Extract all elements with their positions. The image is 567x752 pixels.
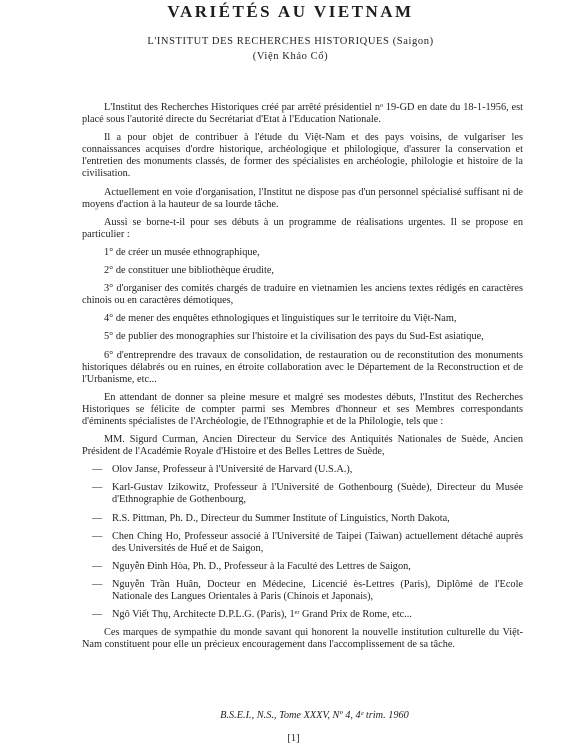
- dash-marker: —: [92, 482, 103, 494]
- member-entry: [82, 464, 523, 476]
- program-item: 5° de publier des monographies sur l'histoire et la civilisation des pays du Sud-Est asiatique,: [104, 331, 484, 343]
- dash-marker: —: [92, 578, 103, 590]
- program-item: 3° d'organiser des comités chargés de traduire en vietnamien les anciens textes rédigés en caractères chinois ou en caractères démotiques,: [82, 283, 523, 307]
- program-item: 6° d'entreprendre des travaux de consolidation, de restauration ou de reconstitution des monuments historiques délabrés ou en ruines, en étroite collaboration avec le Département de la Reconstruction et de l'Urbanisme, etc...: [82, 349, 523, 385]
- paragraph: L'Institut des Recherches Historiques créé par arrêté présidentiel nᵒ 19-GD en date du 18-1-1956, est placé sous l'autorité directe du Secrétariat d'Etat à l'Education Nationale.: [82, 102, 523, 126]
- dash-marker: —: [92, 464, 103, 476]
- member-entry: [82, 513, 523, 525]
- dash-marker: —: [92, 512, 103, 524]
- member-text: Nguyễn Đình Hòa, Ph. D., Professeur à la Faculté des Lettres de Saigon,: [112, 560, 411, 572]
- first-member: MM. Sigurd Curman, Ancien Directeur du Service des Antiquités Nationales de Suède, Ancien Président de l'Académie Royale d'Histoire et des Belles Lettres de Suède,: [82, 434, 523, 458]
- member-entry: [82, 561, 523, 573]
- document-page: [0, 2, 567, 752]
- member-entry: [82, 531, 523, 555]
- paragraph: Aussi se borne-t-il pour ses débuts à un programme de réalisations urgentes. Il se propose en particulier :: [82, 216, 523, 240]
- vietnamese-name: (Viện Khảo Cổ): [252, 51, 329, 62]
- closing-paragraph: Ces marques de sympathie du monde savant qui honorent la nouvelle institution culturelle du Việt-Nam constituent pour elle un précieux encouragement dans l'accomplissement de sa tâche.: [82, 627, 523, 651]
- member-text: R.S. Pittman, Ph. D., Directeur du Summer Institute of Linguistics, North Dakota,: [112, 512, 450, 524]
- bulletin-reference: B.S.E.I., N.S., Tome XXXV, Nº 4, 4ᵉ trim. 1960: [220, 710, 409, 721]
- dash-marker: —: [92, 530, 103, 542]
- program-item: 2° de constituer une bibliothèque érudite,: [104, 265, 274, 277]
- article-body: [82, 102, 523, 651]
- member-entry: [82, 609, 523, 621]
- paragraph: Actuellement en voie d'organisation, l'Institut ne dispose pas d'un personnel spécialisé suffisant ni de moyens d'action à la hauteur de sa lourde tâche.: [82, 186, 523, 210]
- page-number: [1]: [287, 733, 300, 744]
- program-item: 4° de mener des enquêtes ethnologiques et linguistiques sur le territoire du Việt-Nam,: [104, 313, 457, 325]
- member-entry: [82, 579, 523, 603]
- member-text: Karl-Gustav Izikowitz, Professeur à l'Université de Gothenbourg (Suède), Directeur du Musée d'Ethnographie de Gothenbourg,: [112, 482, 523, 506]
- dash-marker: —: [92, 560, 103, 572]
- member-text: Olov Janse, Professeur à l'Université de Harvard (U.S.A.),: [112, 464, 353, 476]
- members-intro: En attendant de donner sa pleine mesure et malgré ses modestes débuts, l'Institut des Recherches Historiques se félicite de compter parmi ses Membres d'honneur et ses Membres correspondants d'éminents spécialistes de l'Archéologie, de l'Ethnographie et de la Philologie, tels que :: [82, 391, 523, 427]
- dash-marker: —: [92, 609, 103, 621]
- article-subtitle: L'INSTITUT DES RECHERCHES HISTORIQUES (Saigon): [147, 36, 434, 47]
- page-title: VARIÉTÉS AU VIETNAM: [167, 2, 414, 21]
- member-text: Chen Ching Ho, Professeur associé à l'Université de Taipei (Taiwan) actuellement détaché auprès des Universités de Huế et de Saigon,: [112, 530, 523, 554]
- member-entry: [82, 482, 523, 506]
- paragraph: Il a pour objet de contribuer à l'étude du Việt-Nam et des pays voisins, de vulgariser les connaissances acquises d'ordre historique, archéologique et philologique, d'assurer la conservation et l'entretien des monuments classés, de former des spécialistes en archéologie, philologie et histoire de la civilisation.: [82, 132, 523, 180]
- member-text: Nguyễn Trần Huân, Docteur en Médecine, Licencié ès-Lettres (Paris), Diplômé de l'Ecole Nationale des Langues Orientales à Paris (Chinois et Japonais),: [112, 578, 523, 602]
- program-item: 1° de créer un musée ethnographique,: [104, 246, 260, 258]
- member-text: Ngô Viết Thụ, Architecte D.P.L.G. (Paris), 1ᵉʳ Grand Prix de Rome, etc...: [112, 609, 412, 621]
